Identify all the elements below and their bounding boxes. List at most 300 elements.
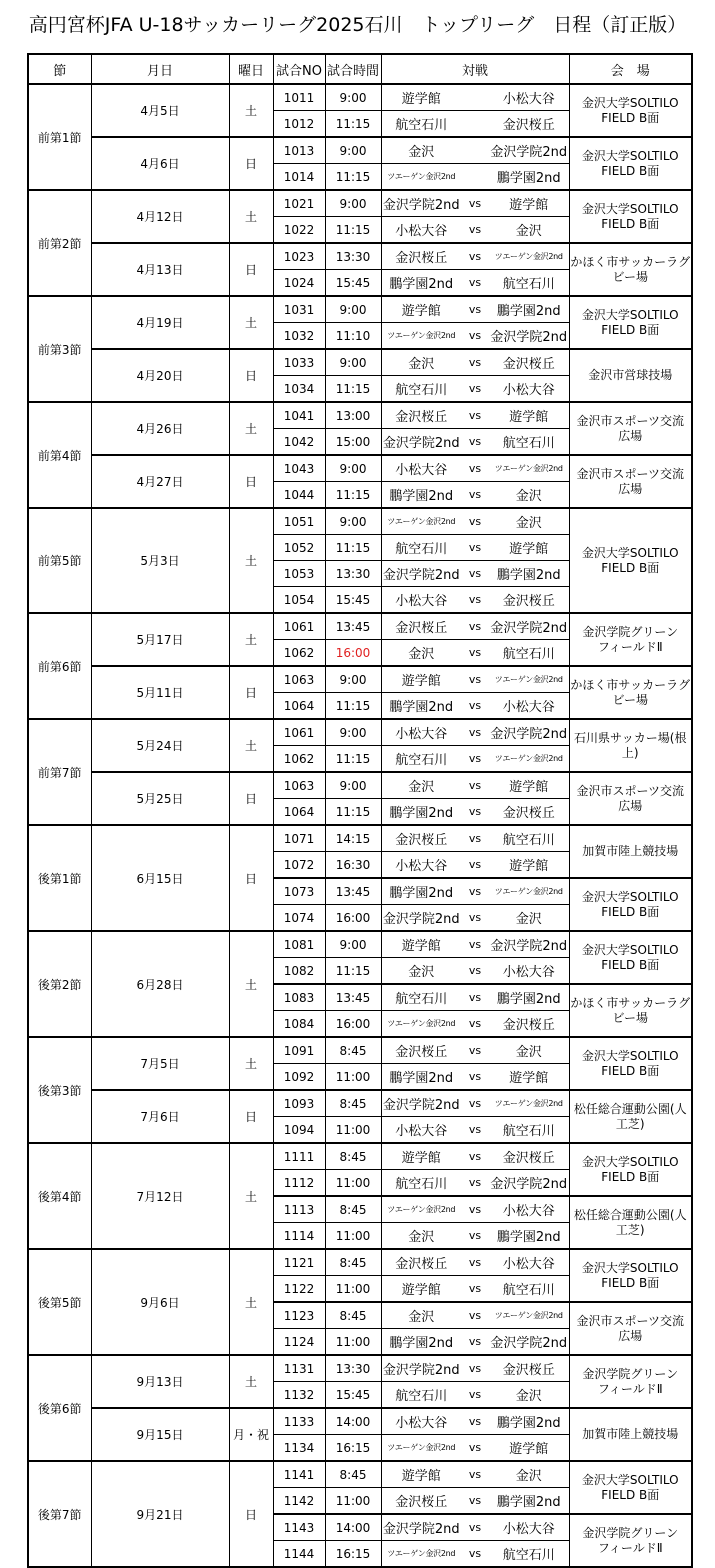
kickoff-time: 11:15 (325, 111, 381, 138)
vs-label: vs (468, 515, 482, 528)
section-label: 後第2節 (28, 931, 91, 1037)
home-team: 鵬学園2nd (389, 1071, 454, 1086)
vs-label: vs (468, 593, 482, 606)
day-of-week: 月・祝 (229, 1408, 273, 1461)
home-team: 金沢 (408, 357, 435, 372)
kickoff-time: 13:30 (325, 1355, 381, 1382)
venue-line: FIELD B面 (601, 1169, 660, 1184)
match-date: 4月26日 (91, 402, 229, 455)
venue-line: 上) (621, 745, 639, 760)
home-team: 鵬学園2nd (389, 489, 454, 504)
home-team: 鵬学園2nd (389, 806, 454, 821)
vs-label: vs (468, 991, 482, 1004)
kickoff-time: 16:00 (325, 1011, 381, 1038)
match-date: 4月19日 (91, 296, 229, 349)
section-label: 前第6節 (28, 613, 91, 719)
table-row (28, 296, 692, 323)
table-row (28, 931, 692, 958)
venue-line: 金沢大学SOLTILO (581, 307, 679, 322)
home-team: 金沢学院2nd (382, 436, 460, 451)
kickoff-time: 11:15 (325, 535, 381, 561)
match-date: 4月20日 (91, 349, 229, 402)
kickoff-time: 13:00 (325, 402, 381, 429)
home-team: 金沢桜丘 (395, 833, 448, 848)
match-number: 1072 (273, 852, 325, 879)
kickoff-time: 8:45 (325, 1037, 381, 1064)
away-team: 遊学館 (509, 542, 549, 557)
home-team: 金沢 (408, 145, 435, 160)
home-team: 鵬学園2nd (389, 277, 454, 292)
day-of-week: 土 (229, 931, 273, 1037)
vs-label: vs (468, 911, 482, 924)
kickoff-time: 11:15 (325, 376, 381, 403)
matchup (381, 772, 569, 799)
matchup (381, 323, 569, 350)
page-title: 高円宮杯JFA U-18サッカーリーグ2025石川 トップリーグ 日程（訂正版） (28, 14, 687, 36)
day-of-week: 土 (229, 402, 273, 455)
kickoff-time: 15:45 (325, 1382, 381, 1409)
section-label: 前第3節 (28, 296, 91, 402)
away-team: 航空石川 (502, 1283, 555, 1298)
section-label: 前第1節 (28, 84, 91, 190)
vs-label: vs (468, 1017, 482, 1030)
venue-line: フィールドⅡ (597, 639, 663, 654)
kickoff-time: 11:00 (325, 1064, 381, 1091)
away-team: 金沢 (515, 1045, 542, 1060)
match-number: 1061 (273, 719, 325, 746)
match-number: 1022 (273, 217, 325, 244)
venue-line: かほく市サッカーラグ (570, 995, 691, 1010)
header-match-no: 試合NO (273, 54, 325, 84)
kickoff-time: 9:00 (325, 719, 381, 746)
day-of-week: 土 (229, 190, 273, 243)
day-of-week: 土 (229, 719, 273, 772)
match-date: 9月13日 (91, 1355, 229, 1408)
matchup (381, 164, 569, 191)
vs-label: vs (468, 964, 482, 977)
away-team: 金沢学院2nd (490, 621, 568, 636)
home-team: 金沢学院2nd (382, 912, 460, 927)
day-of-week: 土 (229, 84, 273, 137)
section-label: 後第1節 (28, 825, 91, 931)
day-of-week: 日 (229, 1090, 273, 1143)
away-team: 小松大谷 (502, 1522, 555, 1537)
vs-label: vs (468, 1256, 482, 1269)
match-number: 1122 (273, 1276, 325, 1303)
matchup (381, 1037, 569, 1064)
matchup (381, 270, 569, 297)
kickoff-time: 11:15 (325, 958, 381, 985)
match-number: 1031 (273, 296, 325, 323)
match-date: 9月15日 (91, 1408, 229, 1461)
matchup (381, 1249, 569, 1276)
venue-line: 工芝) (615, 1116, 645, 1131)
match-number: 1043 (273, 455, 325, 482)
kickoff-time: 11:00 (325, 1223, 381, 1250)
vs-label: vs (468, 435, 482, 448)
venue-line: 金沢市営球技場 (588, 368, 673, 382)
match-number: 1083 (273, 984, 325, 1011)
home-team: 航空石川 (395, 992, 448, 1007)
matchup (381, 1461, 569, 1488)
section-label: 後第7節 (28, 1461, 91, 1567)
venue (569, 1037, 692, 1090)
match-number: 1113 (273, 1196, 325, 1223)
venue (569, 1143, 692, 1196)
vs-label: vs (468, 1044, 482, 1057)
match-number: 1082 (273, 958, 325, 985)
away-team: ツエーゲン金沢2nd (494, 1311, 563, 1320)
match-number: 1054 (273, 587, 325, 614)
header-section: 節 (28, 54, 91, 84)
venue-line: 金沢大学SOLTILO (581, 545, 679, 560)
home-team: 遊学館 (401, 92, 441, 107)
matchup (381, 905, 569, 932)
match-number: 1092 (273, 1064, 325, 1091)
match-number: 1034 (273, 376, 325, 403)
match-number: 1033 (273, 349, 325, 376)
kickoff-time: 13:30 (325, 243, 381, 270)
venue-line: ビー場 (612, 1010, 649, 1025)
away-team: 金沢 (515, 489, 542, 504)
match-date: 5月3日 (91, 508, 229, 613)
table-row (28, 349, 692, 376)
away-team: 金沢学院2nd (490, 330, 568, 345)
matchup (381, 455, 569, 482)
venue-line: フィールドⅡ (597, 1381, 663, 1396)
venue-line: 金沢大学SOLTILO (581, 201, 679, 216)
matchup (381, 1276, 569, 1303)
home-team: ツエーゲン金沢2nd (387, 1205, 456, 1214)
away-team: 航空石川 (502, 1548, 555, 1563)
section-label: 前第5節 (28, 508, 91, 613)
match-date: 5月24日 (91, 719, 229, 772)
table-row (28, 1408, 692, 1435)
home-team: 遊学館 (401, 1151, 441, 1166)
home-team: 遊学館 (401, 939, 441, 954)
match-date: 6月15日 (91, 825, 229, 931)
table-row (28, 84, 692, 111)
match-number: 1131 (273, 1355, 325, 1382)
matchup (381, 984, 569, 1011)
away-team: 金沢桜丘 (502, 357, 555, 372)
table-row (28, 402, 692, 429)
venue (569, 1355, 692, 1408)
venue (569, 1196, 692, 1249)
vs-label: vs (468, 409, 482, 422)
home-team: ツエーゲン金沢2nd (387, 1549, 456, 1558)
away-team: ツエーゲン金沢2nd (494, 1099, 563, 1108)
match-number: 1023 (273, 243, 325, 270)
venue (569, 190, 692, 243)
vs-label: vs (468, 1282, 482, 1295)
matchup (381, 84, 569, 111)
table-row (28, 190, 692, 217)
section-label: 後第4節 (28, 1143, 91, 1249)
kickoff-time: 9:00 (325, 772, 381, 799)
kickoff-time: 13:45 (325, 613, 381, 640)
match-number: 1061 (273, 613, 325, 640)
day-of-week: 日 (229, 666, 273, 719)
matchup (381, 931, 569, 958)
matchup (381, 640, 569, 667)
vs-label: vs (468, 1494, 482, 1507)
home-team: ツエーゲン金沢2nd (387, 1443, 456, 1452)
away-team: 航空石川 (502, 647, 555, 662)
venue-line: 金沢学院グリーン (582, 1525, 679, 1540)
away-team: 金沢 (515, 224, 542, 239)
home-team: 航空石川 (395, 383, 448, 398)
home-team: 金沢桜丘 (395, 1495, 448, 1510)
kickoff-time: 8:45 (325, 1461, 381, 1488)
venue-line: 松任総合運動公園(人 (573, 1207, 687, 1222)
vs-label: vs (468, 541, 482, 554)
away-team: 遊学館 (509, 1442, 549, 1457)
kickoff-time: 9:00 (325, 508, 381, 535)
match-number: 1051 (273, 508, 325, 535)
matchup (381, 1170, 569, 1197)
match-number: 1021 (273, 190, 325, 217)
vs-label: vs (468, 197, 482, 210)
venue-line: 金沢大学SOLTILO (581, 889, 679, 904)
kickoff-time: 11:00 (325, 1488, 381, 1515)
away-team: 鵬学園2nd (496, 304, 561, 319)
matchup (381, 719, 569, 746)
kickoff-time: 14:00 (325, 1408, 381, 1435)
venue (569, 719, 692, 772)
match-number: 1062 (273, 640, 325, 667)
match-number: 1013 (273, 137, 325, 164)
kickoff-time: 15:45 (325, 270, 381, 297)
table-row (28, 455, 692, 482)
table-row (28, 825, 692, 852)
day-of-week: 日 (229, 1461, 273, 1567)
table-row (28, 1249, 692, 1276)
matchup (381, 666, 569, 693)
away-team: 航空石川 (502, 833, 555, 848)
match-number: 1141 (273, 1461, 325, 1488)
venue (569, 666, 692, 719)
section-label: 前第7節 (28, 719, 91, 825)
home-team: 金沢学院2nd (382, 1522, 460, 1537)
home-team: 金沢学院2nd (382, 1363, 460, 1378)
away-team: 金沢学院2nd (490, 727, 568, 742)
matchup (381, 587, 569, 614)
venue-line: 工芝) (615, 1222, 645, 1237)
away-team: 小松大谷 (502, 383, 555, 398)
home-team: 鵬学園2nd (389, 700, 454, 715)
vs-label: vs (468, 699, 482, 712)
match-date: 7月6日 (91, 1090, 229, 1143)
header-kickoff-time: 試合時間 (325, 54, 381, 84)
kickoff-time: 9:00 (325, 84, 381, 111)
match-number: 1041 (273, 402, 325, 429)
vs-label: vs (468, 1388, 482, 1401)
kickoff-time: 9:00 (325, 455, 381, 482)
away-team: ツエーゲン金沢2nd (494, 754, 563, 763)
vs-label: vs (468, 1176, 482, 1189)
away-team: 金沢桜丘 (502, 118, 555, 133)
matchup (381, 1011, 569, 1038)
day-of-week: 日 (229, 137, 273, 190)
table-row (28, 1461, 692, 1488)
vs-label: vs (468, 620, 482, 633)
match-number: 1111 (273, 1143, 325, 1170)
venue-line: 金沢大学SOLTILO (581, 1154, 679, 1169)
venue-line: 広場 (618, 798, 643, 813)
vs-label: vs (468, 1521, 482, 1534)
vs-label: vs (468, 382, 482, 395)
section-label: 後第3節 (28, 1037, 91, 1143)
kickoff-time: 13:30 (325, 561, 381, 587)
away-team: 小松大谷 (502, 700, 555, 715)
section-label: 後第5節 (28, 1249, 91, 1355)
match-number: 1064 (273, 693, 325, 720)
vs-label: vs (468, 488, 482, 501)
venue-line: 金沢学院グリーン (582, 1366, 679, 1381)
vs-label: vs (468, 1415, 482, 1428)
away-team: 金沢学院2nd (490, 1177, 568, 1192)
home-team: 鵬学園2nd (389, 1336, 454, 1351)
vs-label: vs (468, 1150, 482, 1163)
table-row (28, 666, 692, 693)
home-team: 小松大谷 (395, 224, 448, 239)
away-team: 小松大谷 (502, 92, 555, 107)
home-team: 小松大谷 (395, 594, 448, 609)
venue-line: FIELD B面 (601, 322, 660, 337)
home-team: 金沢 (408, 1230, 435, 1245)
away-team: 金沢学院2nd (490, 145, 568, 160)
kickoff-time: 9:00 (325, 296, 381, 323)
venue (569, 243, 692, 296)
away-team: 金沢学院2nd (490, 1336, 568, 1351)
matchup (381, 1302, 569, 1329)
venue (569, 402, 692, 455)
kickoff-time: 11:15 (325, 217, 381, 244)
venue (569, 137, 692, 190)
away-team: 金沢桜丘 (502, 594, 555, 609)
vs-label: vs (468, 779, 482, 792)
vs-label: vs (468, 938, 482, 951)
match-date: 5月17日 (91, 613, 229, 666)
vs-label: vs (468, 276, 482, 289)
vs-label: vs (468, 1441, 482, 1454)
vs-label: vs (468, 1309, 482, 1322)
kickoff-time: 11:15 (325, 746, 381, 773)
venue-line: FIELD B面 (601, 560, 660, 575)
kickoff-time: 16:00 (325, 640, 381, 667)
venue-line: 広場 (618, 1328, 643, 1343)
vs-label: vs (468, 462, 482, 475)
matchup (381, 296, 569, 323)
kickoff-time: 8:45 (325, 1090, 381, 1117)
matchup (381, 535, 569, 561)
match-number: 1112 (273, 1170, 325, 1197)
venue-line: 金沢市スポーツ交流 (576, 1313, 685, 1328)
match-number: 1064 (273, 799, 325, 826)
day-of-week: 日 (229, 243, 273, 296)
match-number: 1073 (273, 878, 325, 905)
table-row (28, 1037, 692, 1064)
table-row (28, 243, 692, 270)
kickoff-time: 11:15 (325, 799, 381, 826)
day-of-week: 土 (229, 1143, 273, 1249)
away-team: 小松大谷 (502, 1204, 555, 1219)
vs-label: vs (468, 1229, 482, 1242)
matchup (381, 1117, 569, 1144)
kickoff-time: 13:45 (325, 878, 381, 905)
match-number: 1012 (273, 111, 325, 138)
venue (569, 508, 692, 613)
vs-label: vs (468, 646, 482, 659)
matchup (381, 1408, 569, 1435)
kickoff-time: 16:30 (325, 852, 381, 879)
venue-line: 金沢大学SOLTILO (581, 1260, 679, 1275)
kickoff-time: 11:00 (325, 1117, 381, 1144)
matchup (381, 958, 569, 985)
vs-label: vs (468, 726, 482, 739)
table-row (28, 1143, 692, 1170)
venue-line: FIELD B面 (601, 1063, 660, 1078)
venue-line: 金沢大学SOLTILO (581, 1048, 679, 1063)
home-team: ツエーゲン金沢2nd (387, 172, 456, 181)
match-number: 1121 (273, 1249, 325, 1276)
matchup (381, 349, 569, 376)
table-row (28, 508, 692, 535)
matchup (381, 1223, 569, 1250)
matchup (381, 376, 569, 403)
section-label: 前第4節 (28, 402, 91, 508)
home-team: 金沢桜丘 (395, 1045, 448, 1060)
venue (569, 931, 692, 984)
matchup (381, 561, 569, 587)
vs-label: vs (468, 223, 482, 236)
home-team: 航空石川 (395, 118, 448, 133)
day-of-week: 日 (229, 455, 273, 508)
away-team: 鵬学園2nd (496, 171, 561, 186)
section-label: 前第2節 (28, 190, 91, 296)
table-row (28, 772, 692, 799)
kickoff-time: 11:10 (325, 323, 381, 350)
home-team: 航空石川 (395, 753, 448, 768)
match-number: 1014 (273, 164, 325, 191)
venue (569, 1461, 692, 1514)
matchup (381, 613, 569, 640)
match-number: 1032 (273, 323, 325, 350)
vs-label: vs (468, 1547, 482, 1560)
match-number: 1052 (273, 535, 325, 561)
vs-label: vs (468, 303, 482, 316)
home-team: 小松大谷 (395, 727, 448, 742)
venue-line: 石川県サッカー場(根 (574, 730, 687, 745)
vs-label: vs (468, 356, 482, 369)
kickoff-time: 9:00 (325, 666, 381, 693)
matchup (381, 137, 569, 164)
day-of-week: 日 (229, 772, 273, 825)
kickoff-time: 11:15 (325, 164, 381, 191)
match-number: 1042 (273, 429, 325, 456)
matchup (381, 825, 569, 852)
venue (569, 825, 692, 878)
match-number: 1084 (273, 1011, 325, 1038)
kickoff-time: 16:00 (325, 905, 381, 932)
home-team: 航空石川 (395, 542, 448, 557)
matchup (381, 693, 569, 720)
vs-label: vs (468, 250, 482, 263)
table-row (28, 719, 692, 746)
vs-label: vs (468, 567, 482, 580)
venue-line: 松任総合運動公園(人 (573, 1101, 687, 1116)
